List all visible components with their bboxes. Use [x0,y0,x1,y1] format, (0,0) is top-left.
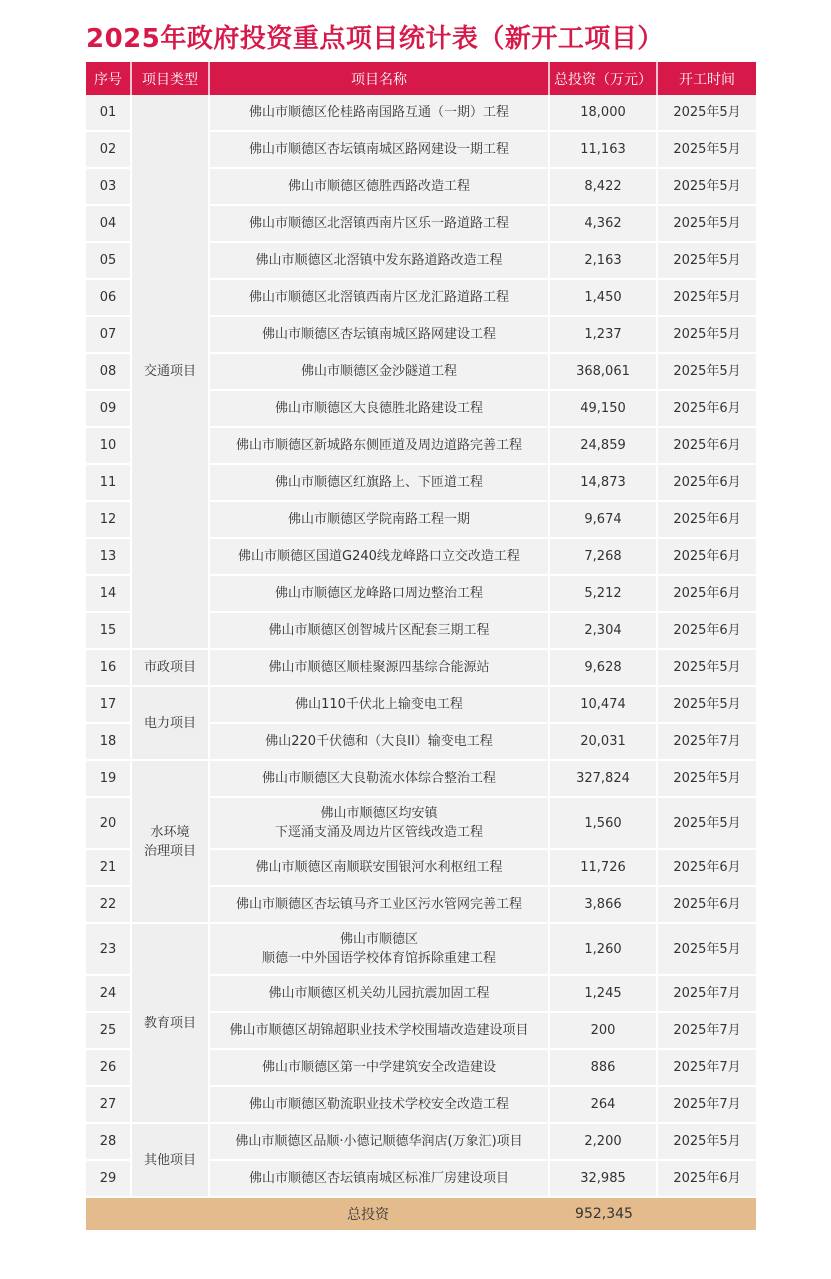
project-table [86,62,756,1230]
table-footer [86,1198,756,1230]
cell-name: 佛山市顺德区大良德胜北路建设工程 [210,391,550,428]
cell-no: 14 [86,576,132,613]
cell-no: 06 [86,280,132,317]
cell-name: 佛山220千伏德和（大良II）输变电工程 [210,724,550,761]
cell-start: 2025年5月 [658,169,756,206]
cell-investment: 2,304 [550,613,658,650]
cell-type-line: 治理项目 [143,843,196,859]
cell-type: 教育项目 [132,924,210,1124]
cell-start: 2025年5月 [658,280,756,317]
cell-name: 佛山市顺德区胡锦超职业技术学校围墙改造建设项目 [210,1013,550,1050]
cell-name: 佛山市顺德区杏坛镇南城区路网建设工程 [210,317,550,354]
cell-name: 佛山市顺德区勒流职业技术学校安全改造工程 [210,1087,550,1124]
cell-start: 2025年6月 [658,391,756,428]
cell-investment: 11,726 [550,850,658,887]
cell-name: 佛山市顺德区德胜西路改造工程 [210,169,550,206]
cell-start: 2025年5月 [658,798,756,850]
table-header [86,62,756,95]
cell-name-line: 下逕涌支涌及周边片区管线改造工程 [274,825,483,840]
cell-start: 2025年6月 [658,576,756,613]
cell-no: 02 [86,132,132,169]
cell-type: 其他项目 [132,1124,210,1198]
cell-name-line: 佛山市顺德区均安镇 [320,806,438,821]
cell-investment: 32,985 [550,1161,658,1198]
cell-start: 2025年5月 [658,650,756,687]
cell-investment: 4,362 [550,206,658,243]
cell-start: 2025年6月 [658,613,756,650]
cell-no: 12 [86,502,132,539]
cell-name: 佛山市顺德区杏坛镇马齐工业区污水管网完善工程 [210,887,550,924]
header-type: 项目类型 [132,62,210,95]
cell-start: 2025年5月 [658,1124,756,1161]
cell-no: 11 [86,465,132,502]
cell-name: 佛山市顺德区大良勒流水体综合整治工程 [210,761,550,798]
cell-investment: 14,873 [550,465,658,502]
cell-no: 17 [86,687,132,724]
table-row [86,924,756,976]
header-name: 项目名称 [210,62,550,95]
page-title: 2025年政府投资重点项目统计表（新开工项目） [86,24,664,54]
cell-investment: 3,866 [550,887,658,924]
cell-no: 29 [86,1161,132,1198]
cell-investment: 11,163 [550,132,658,169]
cell-no: 05 [86,243,132,280]
cell-investment: 1,245 [550,976,658,1013]
cell-investment: 18,000 [550,95,658,132]
cell-name: 佛山市顺德区红旗路上、下匝道工程 [210,465,550,502]
cell-no: 18 [86,724,132,761]
cell-start: 2025年6月 [658,887,756,924]
cell-start: 2025年7月 [658,1087,756,1124]
table-row [86,650,756,687]
table-body [86,95,756,1198]
cell-investment: 10,474 [550,687,658,724]
cell-name: 佛山市顺德区学院南路工程一期 [210,502,550,539]
cell-name: 佛山市顺德区金沙隧道工程 [210,354,550,391]
cell-name-line: 佛山市顺德区 [339,932,418,947]
cell-start: 2025年6月 [658,1161,756,1198]
cell-name [210,924,550,976]
cell-name: 佛山市顺德区北滘镇中发东路道路改造工程 [210,243,550,280]
cell-start: 2025年5月 [658,132,756,169]
cell-no: 24 [86,976,132,1013]
cell-type: 交通项目 [132,95,210,650]
cell-investment: 24,859 [550,428,658,465]
cell-no: 23 [86,924,132,976]
cell-start: 2025年7月 [658,724,756,761]
cell-no: 03 [86,169,132,206]
cell-name: 佛山市顺德区杏坛镇南城区标准厂房建设项目 [210,1161,550,1198]
cell-start: 2025年5月 [658,243,756,280]
cell-investment: 9,628 [550,650,658,687]
cell-start: 2025年5月 [658,354,756,391]
cell-investment: 264 [550,1087,658,1124]
header-investment: 总投资（万元） [550,62,658,95]
cell-investment: 2,200 [550,1124,658,1161]
cell-investment: 20,031 [550,724,658,761]
cell-start: 2025年5月 [658,761,756,798]
cell-no: 27 [86,1087,132,1124]
cell-name: 佛山市顺德区第一中学建筑安全改造建设 [210,1050,550,1087]
cell-start: 2025年6月 [658,850,756,887]
cell-name: 佛山市顺德区杏坛镇南城区路网建设一期工程 [210,132,550,169]
cell-investment: 368,061 [550,354,658,391]
cell-investment: 2,163 [550,243,658,280]
table-row [86,761,756,798]
cell-no: 15 [86,613,132,650]
total-label: 总投资 [86,1198,550,1230]
cell-type: 电力项目 [132,687,210,761]
cell-name: 佛山市顺德区顺桂聚源四基综合能源站 [210,650,550,687]
cell-no: 22 [86,887,132,924]
total-value: 952,345 [550,1198,658,1230]
cell-start: 2025年7月 [658,1013,756,1050]
cell-name: 佛山市顺德区机关幼儿园抗震加固工程 [210,976,550,1013]
total-filler [658,1198,756,1230]
cell-investment: 8,422 [550,169,658,206]
table-row [86,687,756,724]
cell-no: 09 [86,391,132,428]
cell-type [132,761,210,924]
cell-start: 2025年7月 [658,976,756,1013]
cell-start: 2025年7月 [658,1050,756,1087]
cell-no: 04 [86,206,132,243]
cell-investment: 1,450 [550,280,658,317]
cell-start: 2025年6月 [658,465,756,502]
cell-start: 2025年5月 [658,317,756,354]
header-start: 开工时间 [658,62,756,95]
cell-investment: 7,268 [550,539,658,576]
cell-name: 佛山市顺德区创智城片区配套三期工程 [210,613,550,650]
cell-investment: 200 [550,1013,658,1050]
cell-name: 佛山市顺德区北滘镇西南片区龙汇路道路工程 [210,280,550,317]
cell-type-line: 水环境 [150,824,190,840]
cell-investment: 5,212 [550,576,658,613]
cell-name: 佛山市顺德区国道G240线龙峰路口立交改造工程 [210,539,550,576]
cell-no: 26 [86,1050,132,1087]
cell-investment: 327,824 [550,761,658,798]
cell-no: 08 [86,354,132,391]
cell-start: 2025年6月 [658,502,756,539]
cell-no: 28 [86,1124,132,1161]
cell-name: 佛山市顺德区品顺·小德记顺德华润店(万象汇)项目 [210,1124,550,1161]
cell-name: 佛山市顺德区伦桂路南国路互通（一期）工程 [210,95,550,132]
cell-no: 21 [86,850,132,887]
cell-no: 01 [86,95,132,132]
cell-investment: 1,237 [550,317,658,354]
cell-name: 佛山市顺德区北滘镇西南片区乐一路道路工程 [210,206,550,243]
cell-start: 2025年5月 [658,687,756,724]
cell-type: 市政项目 [132,650,210,687]
cell-investment: 1,560 [550,798,658,850]
cell-name: 佛山市顺德区新城路东侧匝道及周边道路完善工程 [210,428,550,465]
cell-investment: 886 [550,1050,658,1087]
cell-no: 25 [86,1013,132,1050]
cell-start: 2025年5月 [658,95,756,132]
cell-investment: 9,674 [550,502,658,539]
cell-no: 13 [86,539,132,576]
cell-name: 佛山市顺德区南顺联安围银河水利枢纽工程 [210,850,550,887]
cell-investment: 1,260 [550,924,658,976]
cell-no: 07 [86,317,132,354]
cell-name: 佛山市顺德区龙峰路口周边整治工程 [210,576,550,613]
cell-start: 2025年6月 [658,539,756,576]
cell-start: 2025年5月 [658,206,756,243]
cell-investment: 49,150 [550,391,658,428]
header-no: 序号 [86,62,132,95]
cell-start: 2025年5月 [658,924,756,976]
cell-no: 16 [86,650,132,687]
cell-start: 2025年6月 [658,428,756,465]
cell-no: 19 [86,761,132,798]
cell-no: 20 [86,798,132,850]
cell-name-line: 顺德一中外国语学校体育馆拆除重建工程 [261,951,496,966]
table-row [86,95,756,132]
table-row [86,1124,756,1161]
cell-no: 10 [86,428,132,465]
cell-name [210,798,550,850]
cell-name: 佛山110千伏北上输变电工程 [210,687,550,724]
